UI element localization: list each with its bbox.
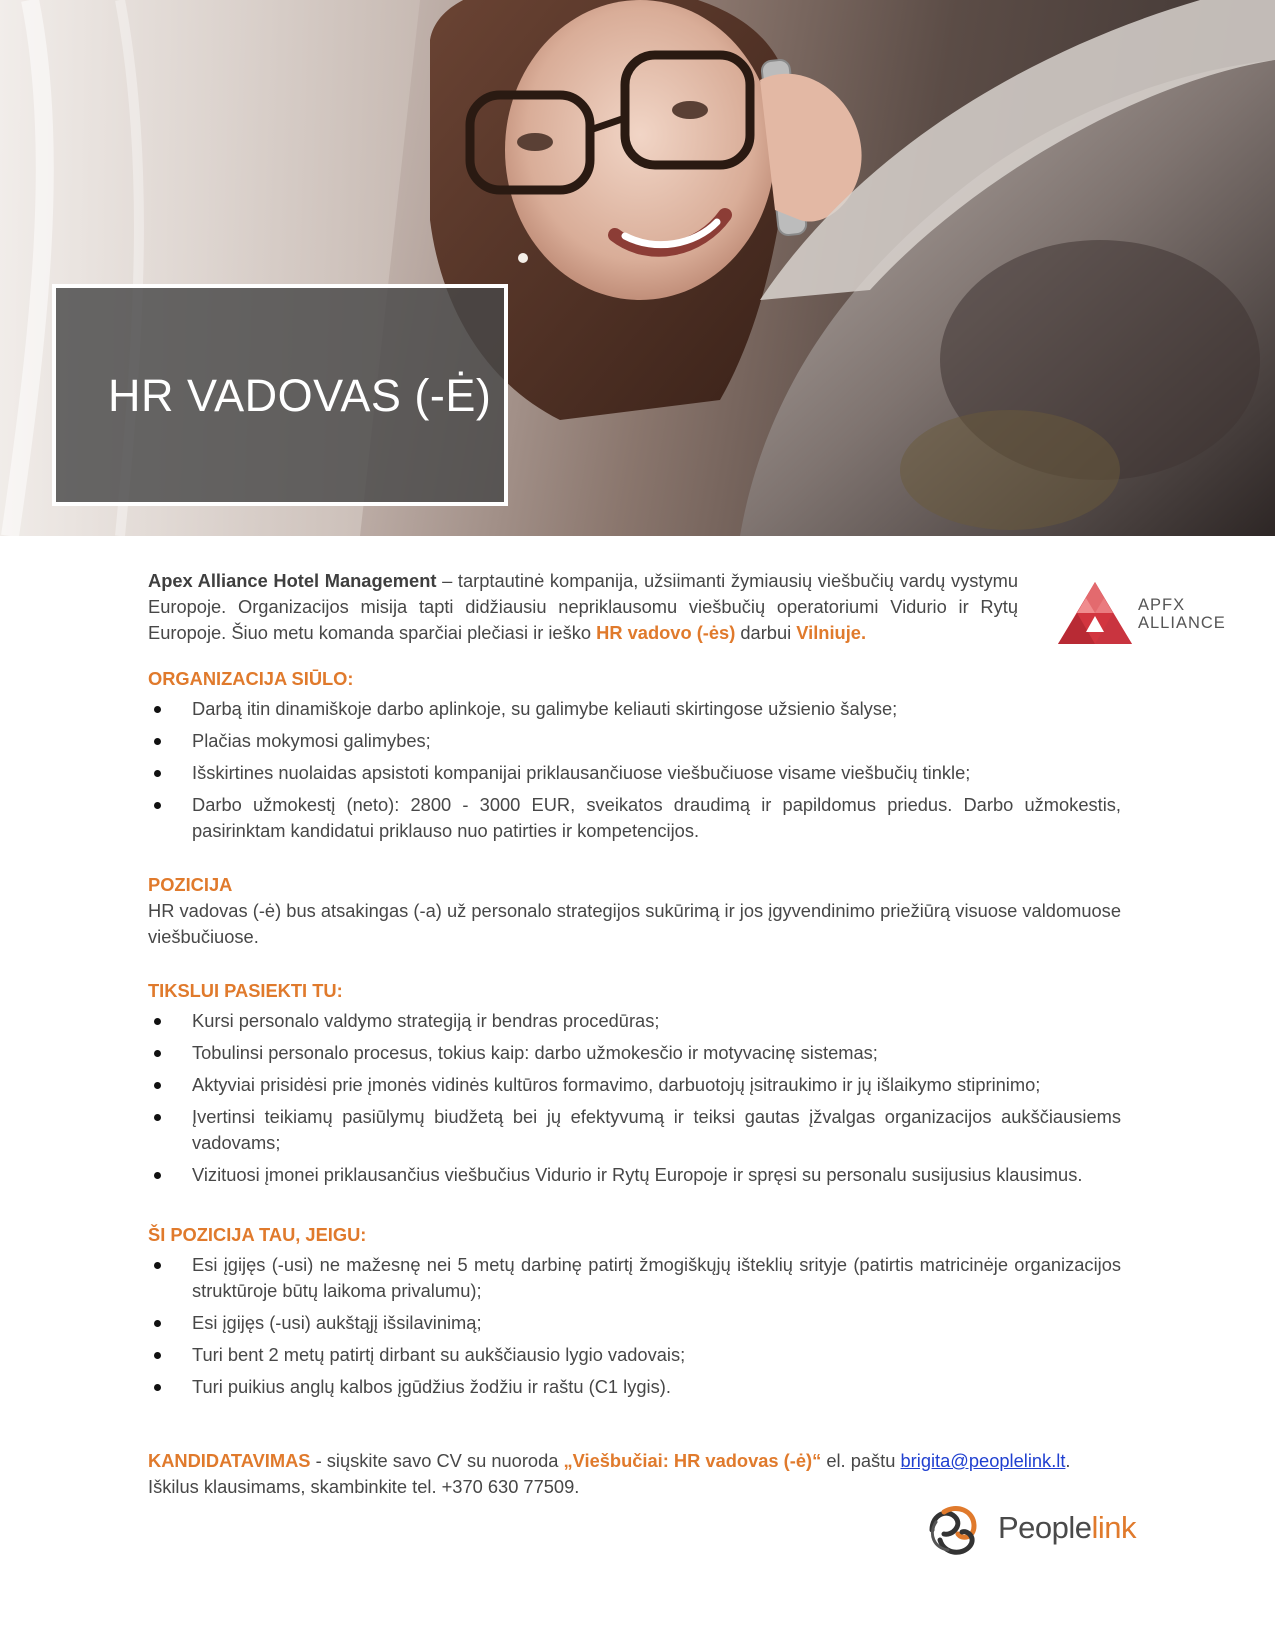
company-name: Apex Alliance Hotel Management xyxy=(148,570,437,591)
list-item-text: Turi puikius anglų kalbos įgūdžius žodžiu ir raštu (C1 lygis). xyxy=(192,1376,671,1397)
list-item xyxy=(148,728,1121,754)
page-title: HR VADOVAS (-Ė) xyxy=(108,369,492,421)
bullet-icon xyxy=(154,1050,161,1057)
list-item-text: Darbo užmokestį (neto): 2800 - 3000 EUR, sveikatos draudimą ir papildomus priedus. Darbo užmokestis, pasirinktam kandidatui priklauso nuo patirties ir kompetencijos. xyxy=(192,794,1121,841)
position-text: HR vadovas (-ė) bus atsakingas (-a) už personalo strategijos sukūrimą ir jos įgyvendinimo priežiūrą visuose valdomuose viešbučiuose. xyxy=(148,900,1121,947)
bullet-icon xyxy=(154,706,161,713)
list-item xyxy=(148,792,1121,844)
intro-text-2: darbui xyxy=(735,622,797,643)
bullet-icon xyxy=(154,1082,161,1089)
list-item xyxy=(148,1008,1121,1034)
list-item-text: Kursi personalo valdymo strategiją ir bendras procedūras; xyxy=(192,1010,660,1031)
list-item xyxy=(148,1040,1121,1066)
list-item-text: Aktyviai prisidėsi prie įmonės vidinės kultūros formavimo, darbuotojų įsitraukimo ir jų išlaikymo stiprinimo; xyxy=(192,1074,1041,1095)
peoplelink-wordmark-link: link xyxy=(1091,1510,1137,1545)
apply-label: KANDIDATAVIMAS xyxy=(148,1450,311,1471)
title-box xyxy=(52,284,508,506)
list-item-text: Turi bent 2 metų patirtį dirbant su aukščiausio lygio vadovais; xyxy=(192,1344,686,1365)
list-item xyxy=(148,1374,1121,1400)
apply-phone-text: Iškilus klausimams, skambinkite tel. +370 630 77509. xyxy=(148,1476,580,1497)
bullet-icon xyxy=(154,1262,161,1269)
bullet-icon xyxy=(154,1018,161,1025)
apply-text-2: el. paštu xyxy=(821,1450,901,1471)
hero-photo xyxy=(0,0,1275,536)
list-item xyxy=(148,1342,1121,1368)
list-item xyxy=(148,1104,1121,1156)
bullet-icon xyxy=(154,1172,161,1179)
list-item-text: Tobulinsi personalo procesus, tokius kaip: darbo užmokesčio ir motyvacinę sistemas; xyxy=(192,1042,878,1063)
list-item-text: Vizituosi įmonei priklausančius viešbučius Vidurio ir Rytų Europoje ir spręsi su personalu susijusius klausimus. xyxy=(192,1164,1083,1185)
apply-text-1: - siųskite savo CV su nuoroda xyxy=(310,1450,564,1471)
list-item xyxy=(148,1072,1121,1098)
apex-wordmark-line2: ALLIANCE xyxy=(1138,614,1226,632)
bullet-icon xyxy=(154,802,161,809)
bullet-icon xyxy=(154,1384,161,1391)
list-item-text: Išskirtines nuolaidas apsistoti kompanijai priklausančiuose viešbučiuose visame viešbučių tinkle; xyxy=(192,762,971,783)
apply-text-3: . xyxy=(1065,1450,1071,1471)
job-description xyxy=(148,568,1121,1500)
list-item xyxy=(148,760,1121,786)
peoplelink-knot-icon xyxy=(922,1500,986,1560)
apex-wordmark xyxy=(1138,596,1226,632)
peoplelink-wordmark-people: People xyxy=(998,1510,1092,1545)
apply-reference: „Viešbučiai: HR vadovas (-ė)“ xyxy=(563,1450,822,1471)
intro-paragraph xyxy=(148,568,1018,646)
bullet-icon xyxy=(154,1114,161,1121)
goals-list xyxy=(148,1008,1121,1188)
offer-list xyxy=(148,696,1121,844)
goals-heading: TIKSLUI PASIEKTI TU: xyxy=(148,980,343,1001)
peoplelink-logo xyxy=(922,1500,1137,1560)
apply-paragraph xyxy=(148,1448,1121,1500)
list-item-text: Darbą itin dinamiškoje darbo aplinkoje, su galimybe keliauti skirtingose užsienio šalyse; xyxy=(192,698,898,719)
intro-text-1: – tarptautinė kompanija, užsiimanti žymiausių viešbučių vardų vystymu Europoje. Organizacijos misija tapti didžiausiu nepriklausomu viešbučių operatoriumi Vidurio ir Rytų Europoje. Šiuo metu komanda sparčiai plečiasi ir ieško xyxy=(148,570,1018,643)
list-item-text: Plačias mokymosi galimybes; xyxy=(192,730,431,751)
offer-heading: ORGANIZACIJA SIŪLO: xyxy=(148,668,354,689)
list-item xyxy=(148,1310,1121,1336)
list-item xyxy=(148,1252,1121,1304)
requirements-heading: ŠI POZICIJA TAU, JEIGU: xyxy=(148,1224,367,1245)
bullet-icon xyxy=(154,1352,161,1359)
intro-highlight-role: HR vadovo (-ės) xyxy=(596,622,736,643)
list-item xyxy=(148,696,1121,722)
bullet-icon xyxy=(154,738,161,745)
intro-highlight-city: Vilniuje. xyxy=(796,622,867,643)
list-item-text: Įvertinsi teikiamų pasiūlymų biudžetą bei jų efektyvumą ir teiksi gautas įžvalgas organizacijos aukščiausiems vadovams; xyxy=(192,1106,1121,1153)
peoplelink-wordmark xyxy=(998,1510,1136,1546)
bullet-icon xyxy=(154,1320,161,1327)
list-item xyxy=(148,1162,1121,1188)
bullet-icon xyxy=(154,770,161,777)
apex-wordmark-line1: APFX xyxy=(1138,596,1186,614)
email-link[interactable]: brigita@peoplelink.lt xyxy=(900,1450,1066,1471)
list-item-text: Esi įgijęs (-usi) aukštąjį išsilavinimą; xyxy=(192,1312,482,1333)
requirements-list xyxy=(148,1252,1121,1400)
list-item-text: Esi įgijęs (-usi) ne mažesnę nei 5 metų darbinę patirtį žmogiškųjų išteklių srityje (patirtis matricinėje organizacijos struktūroje būtų laikoma privalumu); xyxy=(192,1254,1121,1301)
position-heading: POZICIJA xyxy=(148,874,233,895)
